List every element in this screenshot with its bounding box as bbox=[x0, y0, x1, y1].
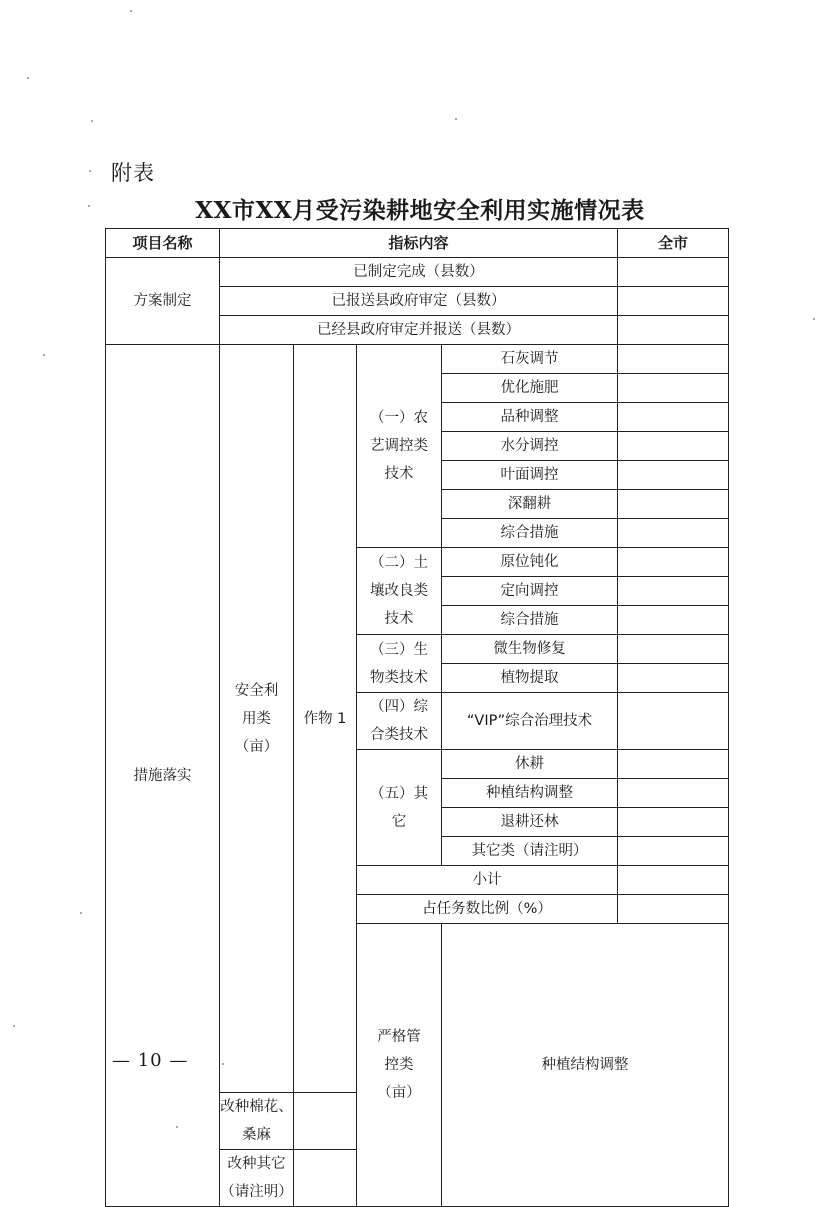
scan-speck bbox=[91, 120, 93, 122]
label-line: 壤改良类 bbox=[370, 583, 428, 599]
value-cell[interactable] bbox=[618, 837, 729, 866]
technique-name: 休耕 bbox=[442, 750, 618, 779]
label-line: （亩） bbox=[377, 1085, 421, 1101]
technique-name: 水分调控 bbox=[442, 432, 618, 461]
label-line: （亩） bbox=[234, 738, 279, 755]
group-label-biological bbox=[357, 635, 442, 693]
strict-control-measure: 种植结构调整 bbox=[442, 924, 729, 1207]
label-line: （三）生 bbox=[370, 641, 428, 658]
value-cell[interactable] bbox=[618, 316, 729, 345]
value-cell[interactable] bbox=[618, 287, 729, 316]
technique-name: 品种调整 bbox=[442, 403, 618, 432]
plan-section-label: 方案制定 bbox=[106, 258, 220, 345]
technique-name: 其它类（请注明） bbox=[442, 837, 618, 866]
scan-speck bbox=[455, 118, 457, 120]
header-indicator-content: 指标内容 bbox=[220, 229, 618, 258]
label-line: 合类技术 bbox=[370, 727, 428, 743]
scan-speck bbox=[130, 10, 132, 12]
scan-speck bbox=[89, 170, 91, 172]
label-line: 严格管 bbox=[377, 1029, 421, 1045]
safe-use-category-label bbox=[220, 345, 294, 1093]
subtotal-label: 小计 bbox=[357, 866, 618, 895]
label-line: （五）其 bbox=[370, 785, 428, 802]
scan-speck bbox=[27, 77, 29, 79]
technique-name: 综合措施 bbox=[442, 519, 618, 548]
table-row bbox=[106, 258, 729, 287]
label-line: 安全利 bbox=[234, 682, 279, 699]
technique-name: 种植结构调整 bbox=[442, 779, 618, 808]
task-ratio-label: 占任务数比例（%） bbox=[357, 895, 618, 924]
technique-name: 叶面调控 bbox=[442, 461, 618, 490]
plan-indicator: 已报送县政府审定（县数） bbox=[220, 287, 618, 316]
value-cell[interactable] bbox=[618, 519, 729, 548]
value-cell[interactable] bbox=[618, 577, 729, 606]
value-cell[interactable] bbox=[618, 779, 729, 808]
label-line: （四）综 bbox=[370, 699, 428, 715]
crop-label: 作物 1 bbox=[294, 345, 357, 1093]
table-row bbox=[106, 345, 729, 374]
header-project-name: 项目名称 bbox=[106, 229, 220, 258]
value-cell[interactable] bbox=[618, 664, 729, 693]
value-cell[interactable] bbox=[618, 635, 729, 664]
group-label-other bbox=[357, 750, 442, 866]
value-cell[interactable] bbox=[618, 750, 729, 779]
label-line: 控类 bbox=[384, 1057, 414, 1073]
technique-name: 植物提取 bbox=[442, 664, 618, 693]
scan-speck bbox=[222, 1063, 224, 1065]
document-title: XX市XX月受污染耕地安全利用实施情况表 bbox=[195, 197, 645, 224]
implementation-status-table bbox=[105, 228, 729, 1207]
label-line: 技术 bbox=[384, 611, 414, 627]
scan-speck bbox=[176, 1126, 178, 1128]
value-cell[interactable] bbox=[618, 258, 729, 287]
value-cell[interactable] bbox=[618, 895, 729, 924]
value-cell[interactable] bbox=[618, 866, 729, 895]
technique-name: 石灰调节 bbox=[442, 345, 618, 374]
label-line: 艺调控类 bbox=[370, 438, 428, 454]
technique-name: 退耕还林 bbox=[442, 808, 618, 837]
value-cell[interactable] bbox=[294, 1093, 357, 1150]
plan-indicator: 已制定完成（县数） bbox=[220, 258, 618, 287]
value-cell[interactable] bbox=[618, 693, 729, 750]
technique-name: 改种棉花、桑麻 bbox=[220, 1093, 294, 1150]
group-label-soil bbox=[357, 548, 442, 635]
group-label-agronomic bbox=[357, 345, 442, 548]
annex-label: 附表 bbox=[111, 161, 155, 185]
technique-name: 定向调控 bbox=[442, 577, 618, 606]
technique-name: 综合措施 bbox=[442, 606, 618, 635]
scan-speck bbox=[88, 205, 90, 207]
implementation-section-label: 措施落实 bbox=[106, 345, 220, 1207]
scan-speck bbox=[13, 1025, 15, 1027]
technique-name: “VIP”综合治理技术 bbox=[442, 693, 618, 750]
value-cell[interactable] bbox=[618, 548, 729, 577]
value-cell[interactable] bbox=[618, 345, 729, 374]
group-label-integrated bbox=[357, 693, 442, 750]
strict-control-category-label bbox=[357, 924, 442, 1207]
value-cell[interactable] bbox=[618, 606, 729, 635]
value-cell[interactable] bbox=[618, 403, 729, 432]
value-cell[interactable] bbox=[618, 432, 729, 461]
value-cell[interactable] bbox=[294, 1150, 357, 1207]
value-cell[interactable] bbox=[618, 374, 729, 403]
value-cell[interactable] bbox=[618, 490, 729, 519]
plan-indicator: 已经县政府审定并报送（县数） bbox=[220, 316, 618, 345]
label-line: 物类技术 bbox=[370, 669, 428, 686]
label-line: （二）土 bbox=[370, 555, 428, 571]
scan-speck bbox=[43, 354, 45, 356]
header-whole-city: 全市 bbox=[618, 229, 729, 258]
technique-name: 改种其它（请注明） bbox=[220, 1150, 294, 1207]
value-cell[interactable] bbox=[618, 808, 729, 837]
label-line: 它 bbox=[391, 813, 407, 830]
label-line: 技术 bbox=[384, 466, 414, 482]
scan-speck bbox=[80, 912, 82, 914]
technique-name: 微生物修复 bbox=[442, 635, 618, 664]
label-line: （一）农 bbox=[370, 410, 428, 426]
scan-speck bbox=[813, 318, 815, 320]
value-cell[interactable] bbox=[618, 461, 729, 490]
table-header-row bbox=[106, 229, 729, 258]
technique-name: 优化施肥 bbox=[442, 374, 618, 403]
label-line: 用类 bbox=[242, 710, 271, 727]
technique-name: 深翻耕 bbox=[442, 490, 618, 519]
technique-name: 原位钝化 bbox=[442, 548, 618, 577]
page-number: — 10 — bbox=[112, 1050, 189, 1071]
